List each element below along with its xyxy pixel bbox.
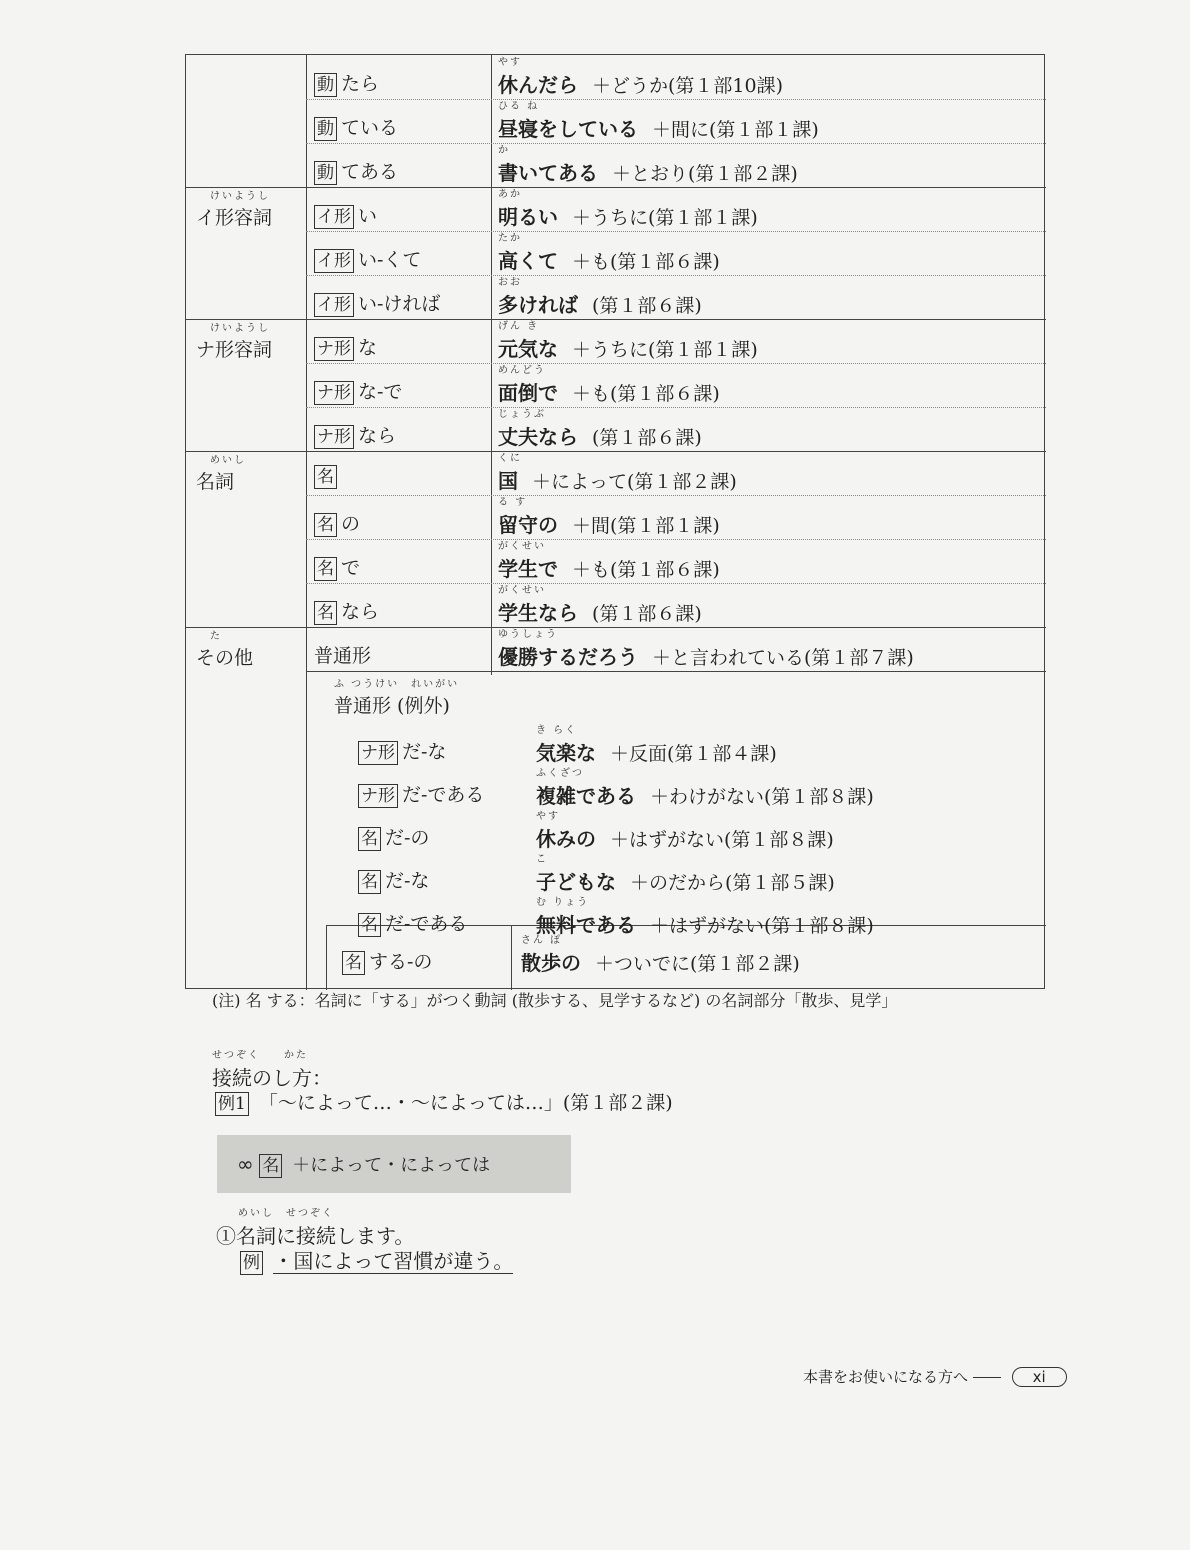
form-cell bbox=[314, 333, 377, 361]
table-row bbox=[186, 495, 1046, 539]
form-box: 名 bbox=[314, 465, 337, 489]
example-word: 丈夫なら bbox=[498, 425, 578, 449]
example-cell bbox=[536, 725, 777, 766]
footnote: (注) 名 する：名詞に「する」がつく動詞 (散歩する、見学するなど) の名詞部分「散歩、見学」 bbox=[212, 991, 898, 1010]
form-box: 名 bbox=[358, 827, 381, 851]
table-row bbox=[186, 99, 1046, 143]
form-box: 名 bbox=[314, 601, 337, 625]
example-word: 学生なら bbox=[498, 601, 578, 625]
lesson-ref: (第１部１課) bbox=[648, 339, 758, 361]
example-cell bbox=[498, 189, 758, 230]
example-ruby: き らく bbox=[536, 725, 578, 736]
example-word: 面倒で bbox=[498, 381, 558, 405]
example-ruby: めんどう bbox=[498, 365, 546, 376]
example-plus: ＋どうか bbox=[592, 75, 669, 97]
table-row bbox=[186, 933, 1046, 977]
form-cell bbox=[314, 289, 440, 317]
form-cell bbox=[314, 509, 360, 537]
connection-text: ＋によって・によっては bbox=[292, 1155, 491, 1176]
form-cell bbox=[314, 113, 398, 141]
example-plus: ＋うちに bbox=[572, 339, 649, 361]
table-row bbox=[186, 55, 1046, 99]
form-cell bbox=[342, 947, 432, 975]
category-text: ナ形容詞 bbox=[196, 339, 273, 361]
step-text: ①名詞に接続します。 bbox=[216, 1224, 415, 1248]
form-box: イ形 bbox=[314, 205, 354, 229]
form-box: ナ形 bbox=[358, 741, 398, 765]
example-cell bbox=[498, 409, 702, 450]
example-cell bbox=[498, 57, 783, 98]
example-plus: ＋はずがない bbox=[650, 915, 765, 937]
table-row bbox=[186, 319, 1046, 363]
lesson-ref: (第１部８課) bbox=[764, 915, 874, 937]
example-cell bbox=[498, 365, 720, 406]
form-cell bbox=[358, 780, 484, 808]
form-suffix: 普通形 bbox=[314, 645, 372, 667]
example-plus: ＋はずがない bbox=[610, 829, 725, 851]
example-heading bbox=[215, 1088, 673, 1116]
example-plus: ＋も bbox=[572, 559, 611, 581]
example-cell bbox=[536, 811, 834, 852]
example-cell bbox=[536, 768, 874, 809]
form-box: 名 bbox=[342, 951, 365, 975]
exception-ruby: ふ つうけい れいがい bbox=[334, 679, 460, 690]
page-number: xi bbox=[1012, 1367, 1067, 1387]
step-ruby: めいし せつぞく bbox=[238, 1208, 334, 1219]
example-ruby: やす bbox=[536, 811, 560, 822]
category-text: 名詞 bbox=[196, 471, 235, 493]
example-plus: ＋ついでに bbox=[595, 953, 691, 975]
example-cell bbox=[498, 585, 702, 626]
example-cell bbox=[536, 854, 835, 895]
form-suffix: なら bbox=[341, 601, 380, 623]
example-word: 散歩の bbox=[521, 951, 581, 975]
form-suffix: い-ければ bbox=[358, 293, 441, 315]
example-ruby: おお bbox=[498, 277, 522, 288]
lesson-ref: (第１部10課) bbox=[668, 75, 784, 97]
table-row bbox=[186, 363, 1046, 407]
form-suffix: の bbox=[341, 513, 361, 535]
form-box: ナ形 bbox=[358, 784, 398, 808]
example-sentence: ・国によって習慣が違う。 bbox=[273, 1249, 514, 1273]
lesson-ref: (第１部７課) bbox=[804, 647, 914, 669]
form-cell bbox=[314, 157, 398, 185]
lesson-ref: (第１部６課) bbox=[610, 559, 720, 581]
step-one bbox=[216, 1208, 414, 1249]
lesson-ref: (第１部６課) bbox=[610, 251, 720, 273]
lesson-ref: (第１部２課) bbox=[690, 953, 800, 975]
example-ruby: じょうぶ bbox=[498, 409, 546, 420]
table-row bbox=[186, 809, 1046, 853]
example-ruby: げん き bbox=[498, 321, 540, 332]
form-box: 名 bbox=[314, 557, 337, 581]
grammar-table bbox=[185, 54, 1045, 989]
lesson-ref: (第１部１課) bbox=[610, 515, 720, 537]
category-label bbox=[186, 191, 316, 230]
example-word: 国 bbox=[498, 469, 518, 493]
example-word: 高くて bbox=[498, 249, 558, 273]
form-suffix: だ-な bbox=[402, 741, 447, 763]
form-suffix: だ-である bbox=[385, 913, 468, 935]
form-box: 動 bbox=[314, 117, 337, 141]
table-row bbox=[186, 766, 1046, 810]
form-cell bbox=[314, 641, 371, 668]
example-ruby: さん ぽ bbox=[521, 935, 563, 946]
example-word: 多ければ bbox=[498, 293, 578, 317]
example-ruby: くに bbox=[498, 453, 522, 464]
category-ruby: た bbox=[210, 631, 222, 642]
example-cell bbox=[521, 935, 800, 976]
example-cell bbox=[498, 145, 798, 186]
lesson-ref: (第１部６課) bbox=[592, 427, 702, 449]
example-ruby: あか bbox=[498, 189, 522, 200]
category-ruby: めいし bbox=[210, 455, 246, 466]
example-ruby: ひる ね bbox=[498, 101, 540, 112]
lesson-ref: (第１部６課) bbox=[592, 295, 702, 317]
form-suffix: だ-である bbox=[402, 784, 485, 806]
form-cell bbox=[358, 823, 429, 851]
example-ruby: こ bbox=[536, 854, 548, 865]
exception-title-text: 普通形 (例外) bbox=[334, 695, 450, 717]
example-plus: ＋反面 bbox=[610, 743, 668, 765]
example-cell bbox=[498, 453, 737, 494]
example-word: 留守の bbox=[498, 513, 558, 537]
example-plus: ＋も bbox=[572, 251, 611, 273]
category-label bbox=[186, 631, 316, 670]
category-ruby: けいようし bbox=[210, 323, 270, 334]
example-ruby: ふくざつ bbox=[536, 768, 584, 779]
example-cell bbox=[498, 277, 702, 318]
example-word: 書いてある bbox=[498, 161, 598, 185]
example-plus: ＋によって bbox=[532, 471, 628, 493]
form-box: イ形 bbox=[314, 249, 354, 273]
form-cell bbox=[314, 465, 341, 489]
lesson-ref: (第１部２課) bbox=[688, 163, 798, 185]
example-word: 複雑である bbox=[536, 784, 636, 808]
example-label: 例1 bbox=[215, 1092, 249, 1116]
form-box: ナ形 bbox=[314, 425, 354, 449]
example-word: 休みの bbox=[536, 827, 596, 851]
example-ruby: がくせい bbox=[498, 541, 546, 552]
example-word: 無料である bbox=[536, 913, 636, 937]
category-text: イ形容詞 bbox=[196, 207, 273, 229]
example-plus: ＋と言われている bbox=[652, 647, 805, 669]
form-cell bbox=[314, 421, 396, 449]
link-icon: ∞ bbox=[237, 1152, 254, 1176]
connection-rule bbox=[237, 1151, 490, 1178]
example-cell bbox=[498, 541, 720, 582]
example-ruby: ゆうしょう bbox=[498, 629, 558, 640]
form-suffix: ている bbox=[341, 117, 399, 139]
form-suffix: な-で bbox=[358, 381, 403, 403]
form-cell bbox=[314, 377, 402, 405]
example-word: 学生で bbox=[498, 557, 558, 581]
table-row bbox=[186, 852, 1046, 896]
category-ruby: けいようし bbox=[210, 191, 270, 202]
page-footer bbox=[803, 1366, 1067, 1387]
lesson-ref: (第１部２課) bbox=[627, 471, 737, 493]
example-plus: ＋のだから bbox=[630, 872, 726, 894]
form-box: 動 bbox=[314, 73, 337, 97]
form-suffix: する-の bbox=[369, 951, 433, 973]
form-box: 名 bbox=[314, 513, 337, 537]
form-box: ナ形 bbox=[314, 381, 354, 405]
table-row bbox=[186, 583, 1046, 627]
lesson-ref: (第１部６課) bbox=[592, 603, 702, 625]
example-plus: ＋間 bbox=[572, 515, 611, 537]
example-plus: ＋も bbox=[572, 383, 611, 405]
lesson-ref: (第１部８課) bbox=[724, 829, 834, 851]
form-suffix: な bbox=[358, 337, 378, 359]
table-divider bbox=[306, 671, 1046, 672]
example-cell bbox=[498, 321, 758, 362]
form-box: ナ形 bbox=[314, 337, 354, 361]
step-example bbox=[240, 1245, 513, 1275]
connection-box bbox=[217, 1135, 571, 1193]
footer-text: 本書をお使いになる方へ bbox=[803, 1368, 969, 1386]
example-plus: ＋うちに bbox=[572, 207, 649, 229]
lesson-ref: (第１部４課) bbox=[667, 743, 777, 765]
lesson-ref: (第１部５課) bbox=[725, 872, 835, 894]
table-row bbox=[186, 275, 1046, 319]
example-word: 優勝するだろう bbox=[498, 645, 638, 669]
category-label bbox=[186, 455, 316, 494]
form-box: 動 bbox=[314, 161, 337, 185]
example-word: 明るい bbox=[498, 205, 558, 229]
example-plus: ＋間に bbox=[652, 119, 710, 141]
lesson-ref: (第１部６課) bbox=[610, 383, 720, 405]
form-box: 名 bbox=[358, 870, 381, 894]
table-row bbox=[186, 143, 1046, 187]
table-row bbox=[186, 539, 1046, 583]
example-cell bbox=[498, 629, 914, 670]
example-plus: ＋わけがない bbox=[650, 786, 765, 808]
form-suffix: い-くて bbox=[358, 249, 422, 271]
form-cell bbox=[358, 866, 429, 894]
form-cell bbox=[314, 69, 379, 97]
example-cell bbox=[498, 101, 819, 142]
example-cell bbox=[536, 897, 874, 938]
form-cell bbox=[314, 245, 421, 273]
form-cell bbox=[314, 597, 379, 625]
example-word: 元気な bbox=[498, 337, 558, 361]
example-ruby: たか bbox=[498, 233, 522, 244]
form-suffix: だ-の bbox=[385, 827, 430, 849]
example-text: 「〜によって…・〜によっては…」(第１部２課) bbox=[258, 1092, 673, 1114]
table-row bbox=[186, 407, 1046, 451]
example-word: 気楽な bbox=[536, 741, 596, 765]
form-suffix: てある bbox=[341, 161, 399, 183]
form-suffix: なら bbox=[358, 425, 397, 447]
section-ruby: せつぞく かた bbox=[212, 1050, 308, 1061]
table-row bbox=[186, 187, 1046, 231]
example-ruby: む りょう bbox=[536, 897, 590, 908]
table-row bbox=[186, 231, 1046, 275]
example-cell bbox=[498, 233, 720, 274]
form-suffix: だ-な bbox=[385, 870, 430, 892]
form-cell bbox=[314, 201, 377, 229]
form-cell bbox=[314, 553, 360, 581]
category-label bbox=[186, 323, 316, 362]
exception-title bbox=[334, 679, 459, 718]
noun-box: 名 bbox=[259, 1154, 282, 1178]
section-title bbox=[212, 1050, 332, 1091]
example-plus: ＋とおり bbox=[612, 163, 689, 185]
form-suffix: い bbox=[358, 205, 378, 227]
lesson-ref: (第１部１課) bbox=[709, 119, 819, 141]
footer-rule bbox=[973, 1377, 1001, 1378]
table-row bbox=[186, 723, 1046, 767]
example-box: 例 bbox=[240, 1251, 263, 1275]
table-row bbox=[186, 451, 1046, 495]
section-title-text: 接続のし方： bbox=[212, 1066, 332, 1090]
lesson-ref: (第１部１課) bbox=[648, 207, 758, 229]
example-ruby: る す bbox=[498, 497, 528, 508]
example-ruby: やす bbox=[498, 57, 522, 68]
example-word: 休んだら bbox=[498, 73, 578, 97]
example-word: 子どもな bbox=[536, 870, 616, 894]
table-row bbox=[186, 627, 1046, 671]
example-ruby: がくせい bbox=[498, 585, 546, 596]
lesson-ref: (第１部８課) bbox=[764, 786, 874, 808]
category-text: その他 bbox=[196, 647, 254, 669]
example-word: 昼寝をしている bbox=[498, 117, 638, 141]
form-box: イ形 bbox=[314, 293, 354, 317]
form-suffix: で bbox=[341, 557, 361, 579]
form-box: 名 bbox=[358, 913, 381, 937]
example-ruby: か bbox=[498, 145, 510, 156]
example-cell bbox=[498, 497, 720, 538]
form-cell bbox=[358, 737, 446, 765]
form-suffix: たら bbox=[341, 73, 380, 95]
